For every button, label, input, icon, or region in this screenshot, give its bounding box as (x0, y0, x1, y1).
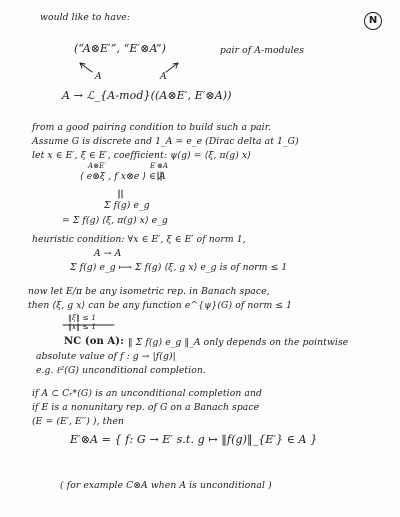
line-now-let-e: now let E/π be any isometric rep. in Banach space, (28, 286, 270, 297)
line-norm-xi: ‖ξ‖ ≤ 1 (68, 313, 97, 322)
line-e-pair-then: (E = (E′, E′′) ), then (32, 416, 125, 427)
line-tensor-definition: E′⊗A = { f: G → E′ s.t. g ↦ ‖f(g)‖_{E′} ∈ A } (70, 433, 318, 446)
label-a-tensor-e: A⊗E′ (88, 162, 107, 170)
line-a-to-a: A → A (94, 248, 122, 259)
line-pair-expression: (“A⊗E′”, “E′⊗A”) (74, 42, 167, 55)
line-nc-label: NC (on A): (64, 336, 124, 347)
arrow-right-stroke (166, 63, 178, 72)
page-number-circle (364, 12, 382, 30)
line-if-e-nonunitary: if E is a nonunitary rep. of G on a Banach space (32, 402, 260, 413)
label-e-tensor-a: E′⊗A (150, 162, 169, 170)
line-map-to-L: A → ℒ_{A-mod}((A⊗E′, E′⊗A)) (62, 89, 232, 102)
line-heuristic-condition: heuristic condition: ∀x ∈ E′, ξ ∈ E′ of norm 1, (32, 234, 246, 245)
page-number: N (368, 15, 378, 26)
label-a-left: A (95, 71, 102, 82)
line-sum-fg-eg: Σ f(g) e_g (104, 200, 150, 211)
line-bracket-pairing: ⟨ e⊗ξ , f x⊗e ⟩ ∈ A (80, 171, 166, 182)
line-equals-sum: = Σ f(g) ⟨ξ, π(g) x⟩ e_g (62, 215, 168, 226)
line-absolute-value: absolute value of f : g → |f(g)| (36, 351, 176, 362)
line-sum-maps-to: Σ f(g) e_g ⟼ Σ f(g) ⟨ξ, g x⟩ e_g is of norm ≤ 1 (70, 262, 288, 273)
line-from-good-pairing: from a good pairing condition to build such a pair. (32, 122, 272, 133)
arrow-left-stroke (80, 63, 92, 72)
line-let-coefficient: let x ∈ E′, ξ ∈ E′, coefficient: ψ(g) = ⟨ξ, π(g) x⟩ (32, 150, 251, 161)
line-then-any-function: then ⟨ξ, g x⟩ can be any function e^{ψ}(G) of norm ≤ 1 (28, 300, 293, 311)
line-for-example: ( for example C⊗A when A is unconditional ) (60, 480, 272, 491)
line-pair-label: pair of A-modules (220, 45, 305, 56)
line-nc-definition: ‖ Σ f(g) e_g ‖_A only depends on the pointwise (128, 337, 349, 348)
line-assume-discrete: Assume G is discrete and 1_A = e_e (Dirac delta at 1_G) (32, 136, 299, 147)
line-would-like: would like to have: (40, 12, 131, 23)
label-a-right: A (160, 71, 167, 82)
line-norm-x: ‖x‖ ≤ 1 (68, 322, 97, 331)
line-eg-l2: e.g. ℓ²(G) unconditional completion. (36, 365, 206, 376)
arrow-right-head (173, 63, 178, 68)
arrow-left-head (80, 63, 85, 68)
line-if-a-completion: if A ⊂ Cᵣ*(G) is an unconditional completion and (32, 388, 262, 399)
